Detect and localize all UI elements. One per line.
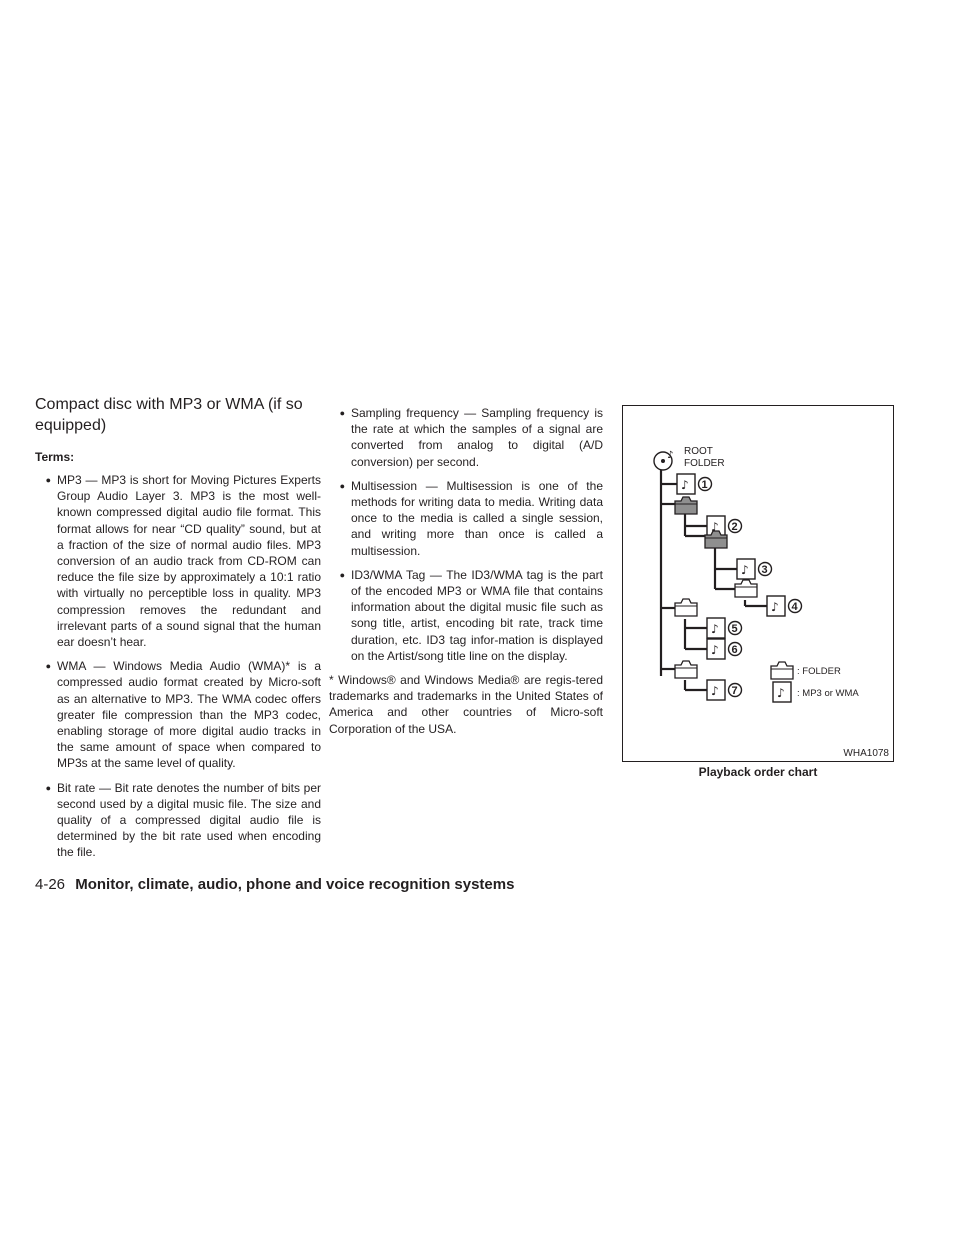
- legend-file-icon: [773, 682, 791, 702]
- bullet-icon: [329, 405, 351, 422]
- trademark-footnote: * Windows® and Windows Media® are regis-tered trademarks and trademarks in the United States of America and other countries of Micro-soft Corporation of the USA.: [329, 673, 603, 736]
- terms-list-1: [35, 472, 321, 861]
- folder-1-icon: [675, 497, 697, 514]
- track-5-file-icon: [707, 618, 725, 638]
- root-cd-icon: [654, 450, 673, 470]
- middle-column: [329, 405, 603, 749]
- track-number-6: 6: [731, 644, 738, 656]
- left-column: [35, 394, 321, 869]
- svg-text:♪: ♪: [667, 450, 674, 461]
- playback-order-figure: [622, 405, 894, 762]
- track-4-file-icon: [767, 596, 785, 616]
- term-id3-wma-tag: ● ID3/WMA Tag — The ID3/WMA tag is the part of the encoded MP3 or WMA file that contains information about the digital music file such as song title, artist, encoding bit rate, track time duration, etc. ID3 tag infor-mation is displayed on the Artist/song title line on the display.: [329, 567, 603, 664]
- terms-label: Terms:: [35, 450, 75, 464]
- track-number-3: 3: [761, 564, 768, 576]
- term-mp3: ● MP3 — MP3 is short for Moving Pictures Experts Group Audio Layer 3. MP3 is the most well-known compressed digital audio file format. This format allows for near “CD quality” sound, but at a fraction of the size of normal audio files. MP3 conversion of an audio track from CD-ROM can reduce the file size by approximately a 10:1 ratio with virtually no perceptible loss in quality. MP3 compression removes the redundant and irrelevant parts of a sound signal that the human ear doesn’t hear.: [35, 472, 321, 650]
- track-number-1: 1: [701, 479, 708, 491]
- term-bit-rate: ● Bit rate — Bit rate denotes the number of bits per second used by a digital music file. The size and quality of a compressed digital audio file is determined by the bit rate used when encoding the file.: [35, 780, 321, 861]
- legend-folder-label: : FOLDER: [797, 666, 841, 677]
- term-wma: ● WMA — Windows Media Audio (WMA)* is a compressed audio format created by Micro-soft as an alternative to MP3. The WMA codec offers greater file compression than the MP3 codec, enabling storage of more digital audio tracks in the same amount of space when compared to MP3s at the same level of quality.: [35, 658, 321, 771]
- track-1-file-icon: [677, 474, 695, 494]
- folder-3-icon: [735, 580, 757, 597]
- bullet-icon: [329, 567, 351, 584]
- terms-list-2: [329, 405, 603, 664]
- page-number: 4-26: [35, 876, 66, 893]
- track-number-2: 2: [731, 521, 738, 533]
- term-multisession: ● Multisession — Multisession is one of the methods for writing data to media. Writing data once to the media is called a single session, and writing more than once is called a multisession.: [329, 478, 603, 559]
- track-7-file-icon: [707, 680, 725, 700]
- folder-5-icon: [675, 661, 697, 678]
- track-6-file-icon: [707, 639, 725, 659]
- footer-section-title: Monitor, climate, audio, phone and voice recognition systems: [75, 876, 515, 893]
- legend-folder-icon: [771, 662, 793, 679]
- bullet-icon: [35, 472, 57, 489]
- bullet-icon: [35, 658, 57, 675]
- folder-4-icon: [675, 599, 697, 616]
- root-label-line1: ROOT: [684, 446, 713, 457]
- term-sampling-frequency: ● Sampling frequency — Sampling frequency is the rate at which the samples of a signal are converted from analog to digital (A/D conversion) per second.: [329, 405, 603, 470]
- track-3-file-icon: [737, 559, 755, 579]
- track-number-4: 4: [791, 601, 798, 613]
- playback-order-diagram: ♪ ♪ ROOT FOLDER 1 2 3 4 5 6 7 : FOLDER : MP3 or WMA: [623, 406, 895, 763]
- root-label-line2: FOLDER: [684, 458, 725, 469]
- legend-file-label: : MP3 or WMA: [797, 688, 859, 699]
- bullet-icon: [329, 478, 351, 495]
- bullet-icon: [35, 780, 57, 797]
- figure-code: WHA1078: [843, 748, 889, 759]
- track-number-7: 7: [731, 685, 738, 697]
- figure-caption: Playback order chart: [698, 765, 818, 779]
- track-number-5: 5: [731, 623, 738, 635]
- page-footer: [35, 876, 514, 893]
- section-heading: Compact disc with MP3 or WMA (if so equipped): [35, 396, 303, 434]
